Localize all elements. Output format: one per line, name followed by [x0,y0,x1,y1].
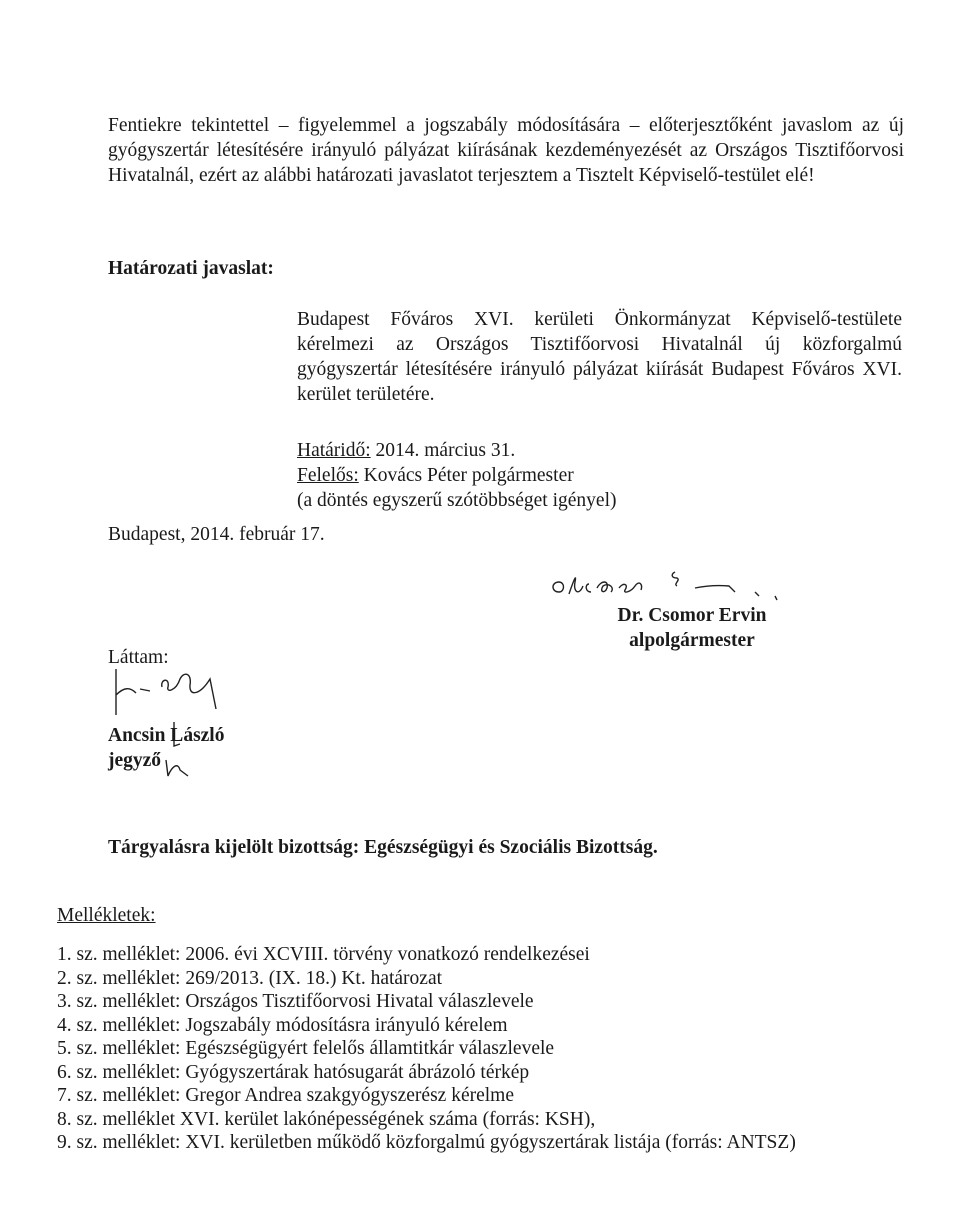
list-item: 7. sz. melléklet: Gregor Andrea szakgyógyszerész kérelme [57,1085,514,1106]
signer-name: Dr. Csomor Ervin [617,605,767,626]
signer-title: alpolgármester [629,630,755,651]
intro-paragraph: Fentiekre tekintettel – figyelemmel a jogszabály módosítására – előterjesztőként javaslom az új gyógyszertár létesítésére irányuló pályázat kiírásának kezdeményezését az Országos Tisztifőorvosi Hivatalnál, ezért az alábbi határozati javaslatot terjesztem a Tisztelt Képviselő-testület elé! [108,115,904,186]
notary-block [108,723,224,773]
majority-note: (a döntés egyszerű szótöbbséget igényel) [297,490,617,511]
responsible-value: Kovács Péter polgármester [363,465,574,486]
signature-notary [110,665,240,725]
notary-name: Ancsin László [108,725,225,746]
list-item: 8. sz. melléklet XVI. kerület lakónépességének száma (forrás: KSH), [57,1108,596,1130]
list-item: 1. sz. melléklet: 2006. évi XCVIII. törvény vonatkozó rendelkezései [57,944,590,965]
list-item: 9. sz. melléklet: XVI. kerületben működő közforgalmú gyógyszertárak listája (forrás: ANTSZ) [57,1132,796,1153]
responsible-row [297,463,616,488]
deadline-label: Határidő: [297,440,371,461]
deadline-value: 2014. március 31. [375,440,516,461]
list-item: 3. sz. melléklet: Országos Tisztifőorvosi Hivatal válaszlevele [57,991,534,1012]
list-item: 2. sz. melléklet: 269/2013. (IX. 18.) Kt. határozat [57,967,443,989]
list-item: 6. sz. melléklet: Gyógyszertárak hatósugarát ábrázoló térkép [57,1061,530,1083]
committee-line: Tárgyalásra kijelölt bizottság: Egészségügyi és Szociális Bizottság. [108,837,658,858]
resolution-text: Budapest Főváros XVI. kerületi Önkormányzat Képviselő-testülete kérelmezi az Országos Tisztifőorvosi Hivatalnál új közforgalmú gyógyszertár létesítésére irányuló pályázat kiírását Budapest Főváros XVI. kerület területére. [297,309,902,405]
signer-block [598,603,786,653]
responsible-label: Felelős: [297,465,359,486]
notary-title: jegyző [108,750,162,771]
annexes-title: Mellékletek: [57,905,156,926]
resolution-heading: Határozati javaslat: [108,258,274,279]
deadline-row [297,438,616,463]
resolution-meta [297,438,616,513]
place-date: Budapest, 2014. február 17. [108,524,325,545]
list-item: 4. sz. melléklet: Jogszabály módosításra irányuló kérelem [57,1014,508,1036]
seen-label: Láttam: [108,647,169,668]
annex-list [57,943,796,1155]
list-item: 5. sz. melléklet: Egészségügyért felelős államtitkár válaszlevele [57,1038,555,1059]
